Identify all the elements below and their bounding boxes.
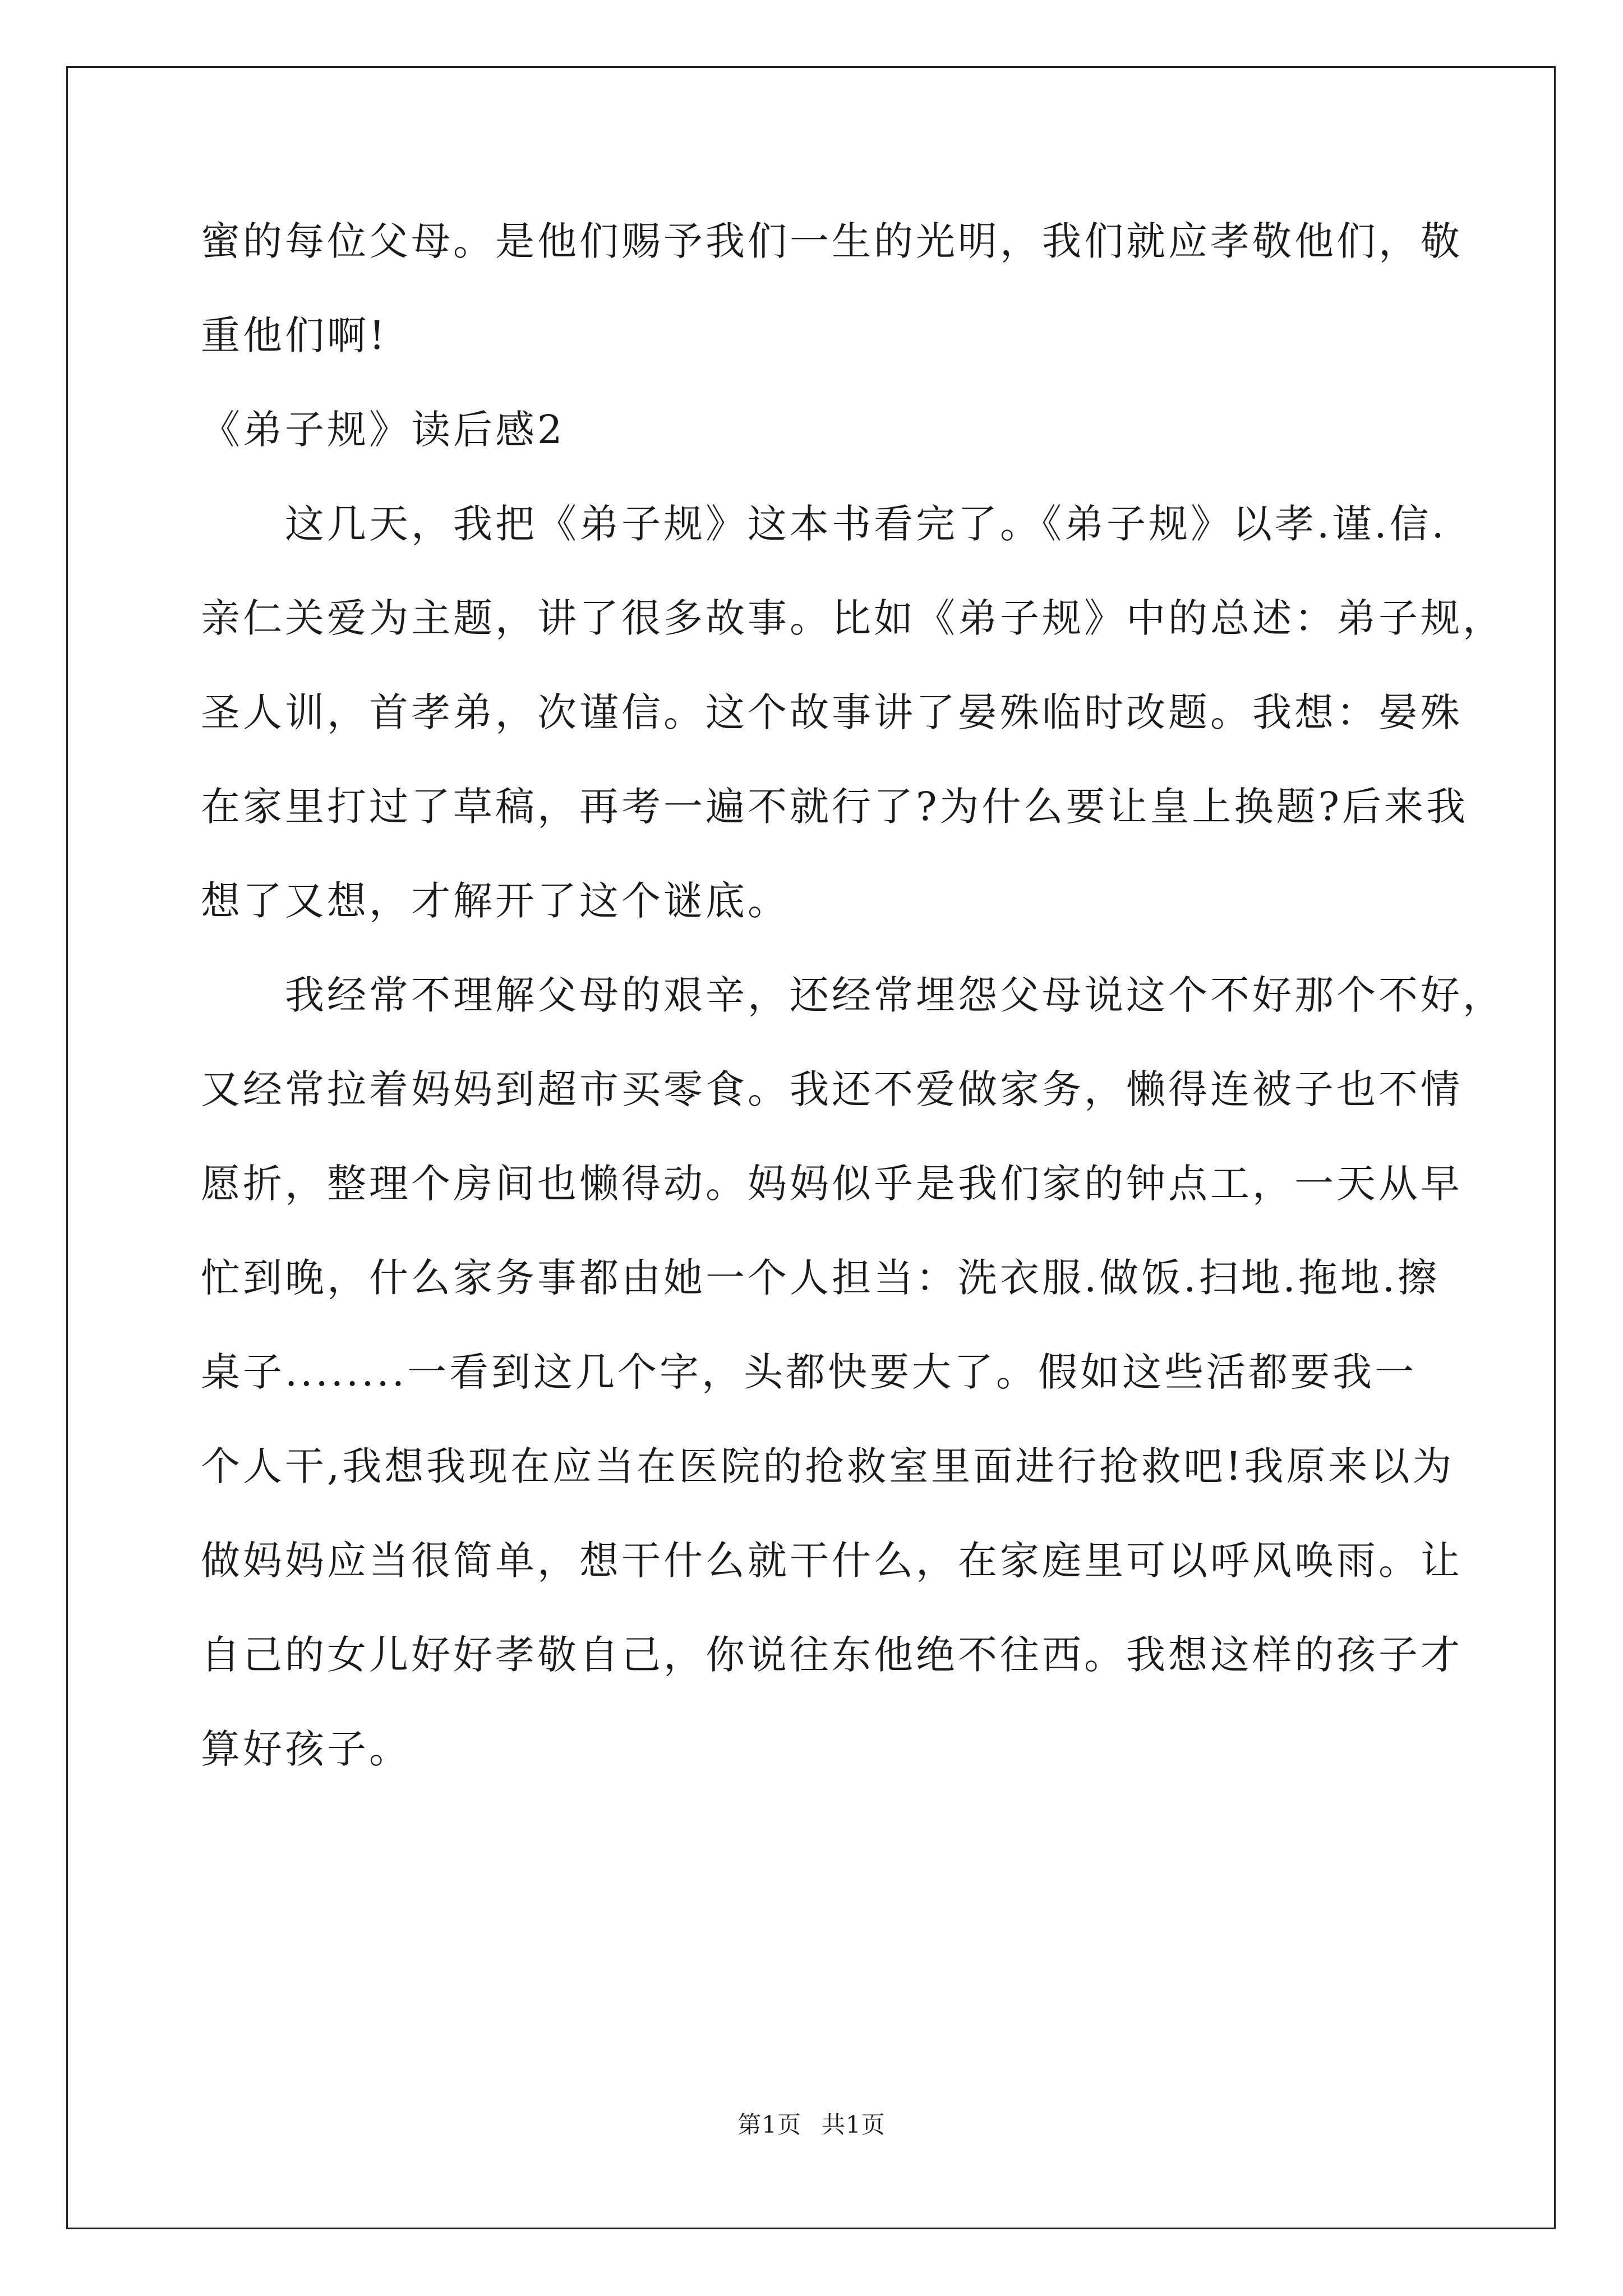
text-line: 愿折，整理个房间也懒得动。妈妈似乎是我们家的钟点工，一天从早	[201, 1161, 1463, 1207]
text-line: 在家里打过了草稿，再考一遍不就行了?为什么要让皇上换题?后来我	[201, 784, 1469, 830]
text-line: 算好孩子。	[201, 1726, 411, 1772]
page-total: 共1页	[822, 2111, 886, 2138]
text-line: 圣人训，首孝弟，次谨信。这个故事讲了晏殊临时改题。我想：晏殊	[201, 689, 1463, 735]
text-line: 做妈妈应当很简单，想干什么就干什么，在家庭里可以呼风唤雨。让	[201, 1538, 1463, 1584]
page-footer	[0, 2109, 1623, 2141]
page-number: 第1页	[737, 2111, 801, 2138]
text-line: 想了又想，才解开了这个谜底。	[201, 878, 790, 924]
text-line: 忙到晚，什么家务事都由她一个人担当：洗衣服.做饭.扫地.拖地.擦	[201, 1255, 1440, 1301]
text-line: 这几天，我把《弟子规》这本书看完了。《弟子规》以孝.谨.信.	[201, 501, 1447, 547]
text-line: 又经常拉着妈妈到超市买零食。我还不爱做家务，懒得连被子也不情	[201, 1066, 1463, 1112]
page-border	[66, 66, 1556, 2229]
text-line: 桌子........一看到这几个字，头都快要大了。假如这些活都要我一	[201, 1349, 1417, 1395]
text-line: 个人干,我想我现在应当在医院的抢救室里面进行抢救吧!我原来以为	[201, 1443, 1455, 1489]
text-line: 蜜的每位父母。是他们赐予我们一生的光明，我们就应孝敬他们，敬	[201, 218, 1463, 264]
text-line: 自己的女儿好好孝敬自己，你说往东他绝不往西。我想这样的孩子才	[201, 1632, 1463, 1678]
text-line: 我经常不理解父母的艰辛，还经常埋怨父母说这个不好那个不好，	[201, 972, 1505, 1018]
text-line: 亲仁关爱为主题，讲了很多故事。比如《弟子规》中的总述：弟子规，	[201, 595, 1505, 641]
section-heading: 《弟子规》读后感2	[201, 407, 565, 453]
text-line: 重他们啊!	[201, 312, 388, 358]
